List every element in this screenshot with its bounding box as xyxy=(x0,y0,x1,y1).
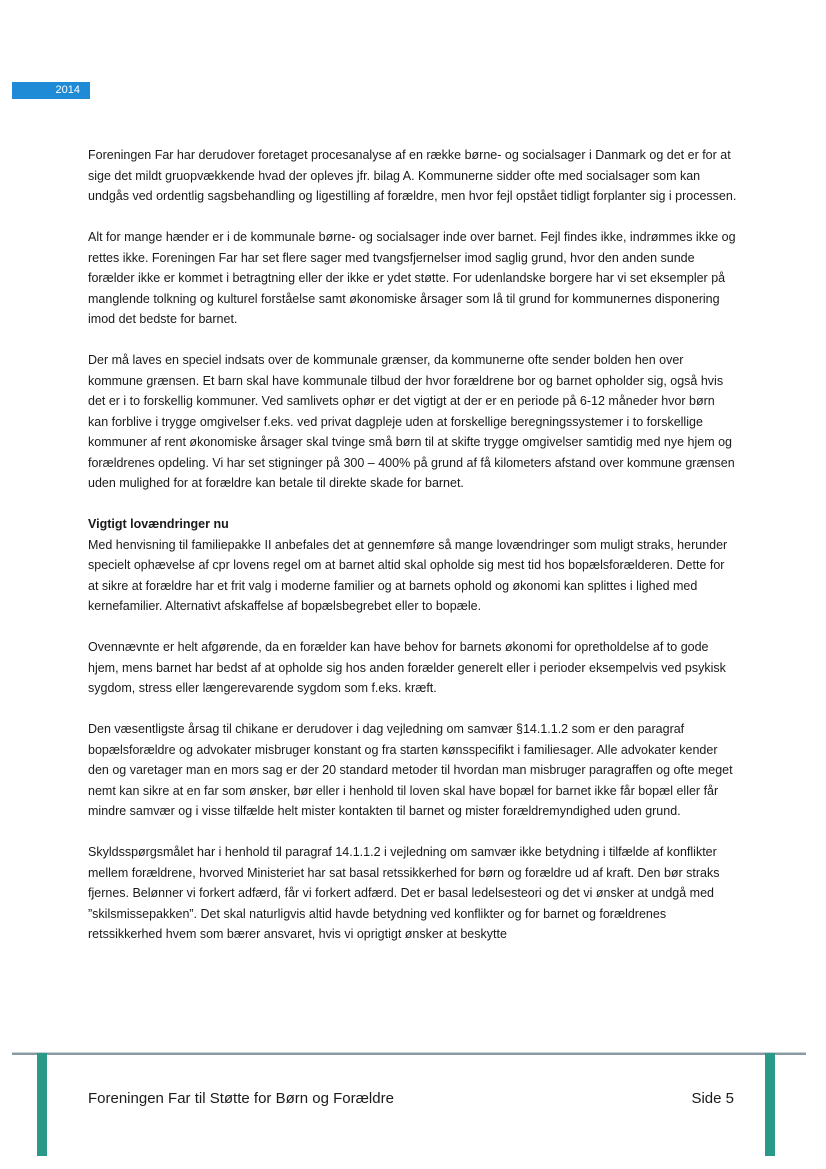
paragraph: Der må laves en speciel indsats over de kommunale grænser, da kommunerne ofte sender bolden hen over kommune grænsen. Et barn skal have kommunale tilbud der hvor forældrene bor og barnet opholder sig, også hvis det er i to forskellig kommuner. Ved samlivets ophør er det vigtigt at der er en periode på 6-12 måneder hvor børn kan forblive i trygge omgivelser f.eks. ved privat dagpleje uden at forskellige beregningssystemer i to forskellige kommuner af rent økonomiske årsager skal tvinge små børn til at skifte trygge omgivelser samtidig med nye hjem og forældrenes opdeling. Vi har set stigninger på 300 – 400% på grund af få kilometers afstand over kommune grænsen uden mulighed for at forældre kan betale til direkte skade for barnet. xyxy=(88,353,735,490)
page-number: Side 5 xyxy=(691,1090,734,1107)
paragraph: Den væsentligste årsag til chikane er derudover i dag vejledning om samvær §14.1.1.2 som er den paragraf bopælsforældre og advokater misbruger konstant og fra starten kønsspecifikt i familiesager. Alle advokater kender den og varetager man en mors sag er der 20 standard metoder til hvordan man misbruger paragraffen og ofte meget nemt kan sikre at en far som ønsker, bør eller i henhold til loven skal have bopæl for barnet ikke får bopæl eller får mindre samvær og i visse tilfælde helt mister kontakten til barnet og mister forældremyndighed uden grund. xyxy=(88,722,733,818)
footer-accent-bar-left xyxy=(37,1053,47,1156)
year-tab: 2014 xyxy=(12,82,90,99)
section-heading: Vigtigt lovændringer nu xyxy=(88,517,229,531)
paragraph: Alt for mange hænder er i de kommunale børne- og socialsager inde over barnet. Fejl findes ikke, indrømmes ikke og rettes ikke. Foreningen Far har set flere sager med tvangsfjernelser imod saglig grund, hvor den anden sunde forælder ikke er kommet i betragtning eller der ikke er ydet støtte. For udenlandske borgere har vi set eksempler på manglende tolkning og kulturel forståelse samt økonomiske årsager som lå til grund for kommunernes disponering imod det bedste for barnet. xyxy=(88,230,736,326)
footer-accent-bar-right xyxy=(765,1053,775,1156)
paragraph: Foreningen Far har derudover foretaget procesanalyse af en række børne- og socialsager i Danmark og det er for at sige det mildt gruopvækkende hvad der opleves jfr. bilag A. Kommunerne sidder ofte med socialsager som kan undgås ved ordentlig sagsbehandling og ligestilling af forældre, men hvor fejl opstået tidligt forplanter sig i processen. xyxy=(88,148,737,203)
document-body xyxy=(88,145,738,965)
paragraph: Ovennævnte er helt afgørende, da en forælder kan have behov for barnets økonomi for opretholdelse af to gode hjem, mens barnet har bedst af at opholde sig hos anden forælder generelt eller i perioder eksempelvis ved psykisk sygdom, stress eller længerevarende sygdom som f.eks. kræft. xyxy=(88,640,726,695)
paragraph: Med henvisning til familiepakke II anbefales det at gennemføre så mange lovændringer som muligt straks, herunder specielt ophævelse af cpr lovens regel om at barnet altid skal opholde sig mest tid hos bopælsforælderen. Dette for at sikre at forældre har et frit valg i moderne familier og at barnets ophold og økonomi kan splittes i lighed med kernefamilier. Alternativt afskaffelse af bopælsbegrebet eller to bopæle. xyxy=(88,537,728,613)
footer-organization: Foreningen Far til Støtte for Børn og Forældre xyxy=(88,1090,394,1107)
paragraph: Skyldsspørgsmålet har i henhold til paragraf 14.1.1.2 i vejledning om samvær ikke betydning i tilfælde af konflikter mellem forældrene, hvorved Ministeriet har sat basal retssikkerhed for børn og forældre ud af kraft. Den bør straks fjernes. Belønner vi forkert adfærd, får vi forkert adfærd. Det er basal ledelsesteori og det vi ønsker at undgå med ”skilsmissepakken”. Det skal naturligvis altid havde betydning ved konflikter og for barnet og forældrenes retssikkerhed hvem som bærer ansvaret, hvis vi oprigtigt ønsker at beskytte xyxy=(88,845,720,941)
footer-divider xyxy=(12,1052,806,1055)
